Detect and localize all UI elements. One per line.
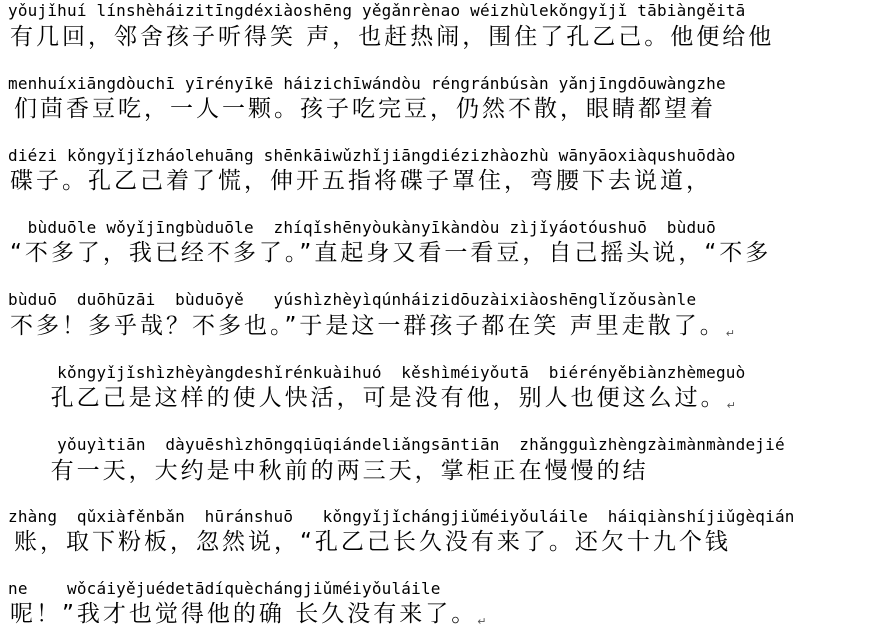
pinyin-line: yǒuyìtiān dàyuēshìzhōngqiūqiándeliǎngsāntiān zhǎngguìzhèngzàimànmàndejié <box>8 435 785 454</box>
hanzi-text: 有一天，大约是中秋前的两三天，掌柜正在慢慢的结 <box>30 458 649 484</box>
hanzi-line <box>10 167 712 203</box>
hanzi-text: 账，取下粉板，忽然说，“孔乙己长久没有来了。还欠十九个钱 <box>14 529 731 555</box>
pinyin-line: yǒujǐhuí línshèháizitīngdéxiàoshēng yěgǎnrènao wéizhùlekǒngyǐjǐ tābiàngěitā <box>8 1 746 20</box>
hanzi-line <box>14 95 716 131</box>
pinyin-line: zhàng qǔxiàfěnbǎn hūránshuō kǒngyǐjǐchángjiǔméiyǒuláile háiqiànshíjiǔgèqián <box>8 507 795 526</box>
hanzi-text: 孔乙己是这样的使人快活，可是没有他，别人也便这么过。 <box>30 385 727 411</box>
paragraph-mark-icon: ↵ <box>725 327 735 340</box>
hanzi-line <box>30 384 736 420</box>
pinyin-line: kǒngyǐjǐshìzhèyàngdeshǐrénkuàihuó kěshìméiyǒutā biérényěbiànzhèmeguò <box>8 363 746 382</box>
pinyin-line: diézi kǒngyǐjǐzháolehuāng shēnkāiwǔzhǐjiāngdiézizhàozhù wānyāoxiàqushuōdào <box>8 146 736 165</box>
pinyin-line: bùduō duōhūzāi bùduōyě yúshìzhèyìqúnháizidōuzàixiàoshēnglǐzǒusànle <box>8 290 697 309</box>
hanzi-text: “不多了，我已经不多了。”直起身又看一看豆，自己摇头说，“不多 <box>10 240 772 266</box>
hanzi-text: 有几回，邻舍孩子听得笑 声，也赶热闹，围住了孔乙己。他便给他 <box>10 24 775 50</box>
hanzi-line <box>10 239 771 275</box>
paragraph-mark-icon: ↵ <box>477 615 487 628</box>
hanzi-text: 碟子。孔乙己着了慌，伸开五指将碟子罩住，弯腰下去说道， <box>10 168 712 194</box>
hanzi-line <box>10 600 486 636</box>
hanzi-line <box>14 528 731 564</box>
pinyin-line: menhuíxiāngdòuchī yīrényīkē háizichīwándòu réngránbúsàn yǎnjīngdōuwàngzhe <box>8 74 726 93</box>
pinyin-line: ne wǒcáiyějuédetādíquèchángjiǔméiyǒuláile <box>8 579 441 598</box>
paragraph-mark-icon: ↵ <box>726 399 736 412</box>
hanzi-line <box>10 312 735 348</box>
pinyin-line: bùduōle wǒyǐjīngbùduōle zhíqǐshēnyòukànyīkàndòu zìjǐyáotóushuō bùduō <box>8 218 716 237</box>
hanzi-line <box>30 457 649 493</box>
hanzi-text: 不多！多乎哉？不多也。”于是这一群孩子都在笑 声里走散了。 <box>10 313 726 339</box>
hanzi-line <box>10 23 774 59</box>
hanzi-text: 们茴香豆吃，一人一颗。孩子吃完豆，仍然不散，眼睛都望着 <box>14 96 716 122</box>
hanzi-text: 呢！”我才也觉得他的确 长久没有来了。 <box>10 601 478 627</box>
